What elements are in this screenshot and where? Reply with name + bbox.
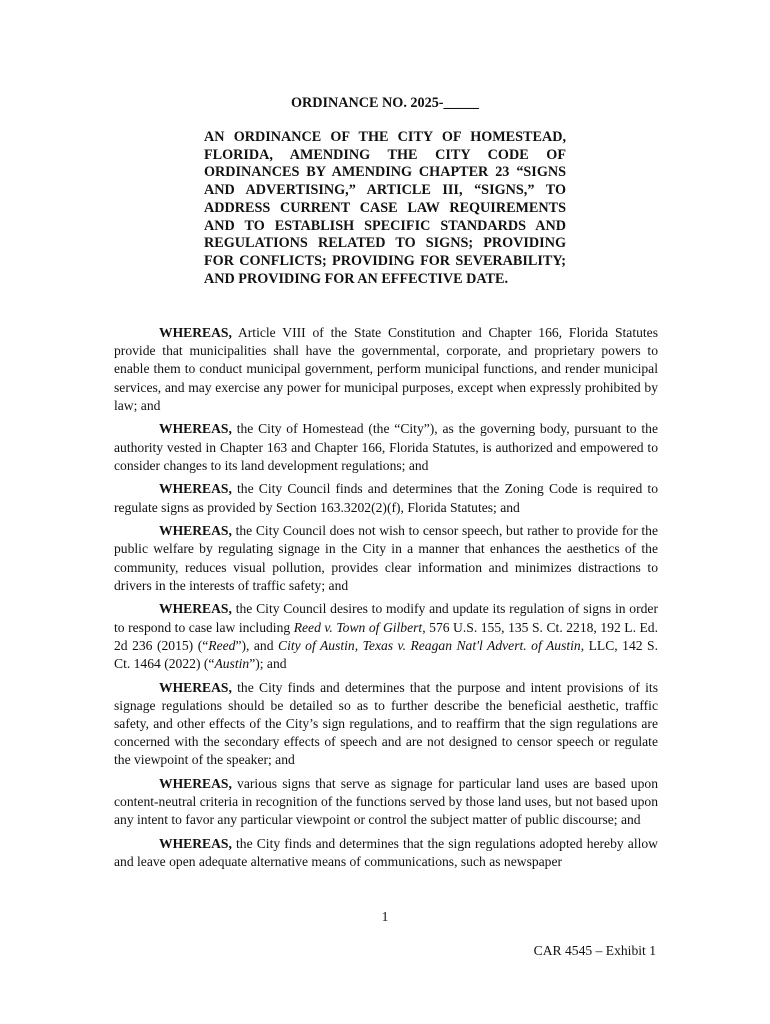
paragraph-text: the City finds and determines that the sign regulations adopted hereby allow and leave open adequate alternative means of communications, such as newspaper xyxy=(114,836,658,870)
whereas-paragraph xyxy=(114,522,658,595)
whereas-paragraph xyxy=(114,324,658,415)
whereas-lead: WHEREAS, xyxy=(159,776,232,792)
paragraph-text: various signs that serve as signage for particular land uses are based upon content-neutral criteria in recognition of the functions served by those land uses, but not based upon any intent to favor any particular viewpoint or control the subject matter of public discourse; and xyxy=(114,776,658,828)
case-citation: Reed v. Town of Gilbert xyxy=(293,619,423,635)
paragraph-text: , 576 U.S. 155, 135 S. Ct. 2218, 192 L. Ed. 2d 236 (2015) (“ xyxy=(114,619,658,653)
paragraph-text: the City of Homestead (the “City”), as the governing body, pursuant to the authority vested in Chapter 163 and Chapter 166, Florida Statutes, is authorized and empowered to consider changes to its land development regulations; and xyxy=(114,421,658,473)
whereas-paragraph xyxy=(114,835,658,871)
case-citation: City of Austin, Texas v. Reagan Nat'l Advert. of Austin xyxy=(278,637,581,653)
ordinance-summary: AN ORDINANCE OF THE CITY OF HOMESTEAD, FLORIDA, AMENDING THE CITY CODE OF ORDINANCES BY AMENDING CHAPTER 23 “SIGNS AND ADVERTISING,” ARTICLE III, “SIGNS,” TO ADDRESS CURRENT CASE LAW REQUIREMENTS AND TO ESTABLISH SPECIFIC STANDARDS AND REGULATIONS RELATED TO SIGNS; PROVIDING FOR CONFLICTS; PROVIDING FOR SEVERABILITY; AND PROVIDING FOR AN EFFECTIVE DATE. xyxy=(204,129,566,287)
whereas-lead: WHEREAS, xyxy=(159,421,232,437)
whereas-paragraph xyxy=(114,775,658,830)
whereas-paragraph xyxy=(114,480,658,516)
paragraph-text: ”); and xyxy=(249,656,287,672)
paragraph-text: ”), and xyxy=(235,637,279,653)
paragraph-text: the City finds and determines that the purpose and intent provisions of its signage regulations should be detailed so as to further describe the beneficial aesthetic, traffic safety, and other effects of the City’s sign regulations, and to reaffirm that the sign regulations are concerned with the secondary effects of speech and are not designed to censor speech or regulate the viewpoint of the speaker; and xyxy=(114,679,658,768)
ordinance-body xyxy=(114,324,658,877)
whereas-lead: WHEREAS, xyxy=(159,325,232,340)
paragraph-text: Article VIII of the State Constitution and Chapter 166, Florida Statutes provide that municipalities shall have the governmental, corporate, and proprietary powers to enable them to conduct municipal government, perform municipal functions, and render municipal services, and may exercise any power for municipal purposes, except when expressly prohibited by law; and xyxy=(114,325,658,413)
whereas-paragraph xyxy=(114,600,658,673)
whereas-lead: WHEREAS, xyxy=(159,679,232,695)
case-short-name: Austin xyxy=(214,656,250,672)
ordinance-title: ORDINANCE NO. 2025-_____ xyxy=(291,95,479,111)
whereas-lead: WHEREAS, xyxy=(159,601,232,617)
paragraph-text: the City Council does not wish to censor speech, but rather to provide for the public welfare by regulating signage in the City in a manner that enhances the aesthetics of the community, reduces visual pollution, provides clear information and minimizes distractions to drivers in the interests of traffic safety; and xyxy=(114,523,658,593)
paragraph-text: the City Council desires to modify and update its regulation of signs in order to respond to case law including xyxy=(114,601,658,635)
whereas-lead: WHEREAS, xyxy=(159,836,232,852)
paragraph-text: , LLC, 142 S. Ct. 1464 (2022) (“ xyxy=(114,637,659,672)
whereas-paragraph xyxy=(114,420,658,475)
page-number: 1 xyxy=(381,909,389,924)
case-short-name: Reed xyxy=(208,637,236,653)
whereas-lead: WHEREAS, xyxy=(159,523,232,539)
exhibit-label: CAR 4545 – Exhibit 1 xyxy=(533,943,656,958)
paragraph-text: the City Council finds and determines that the Zoning Code is required to regulate signs as provided by Section 163.3202(2)(f), Florida Statutes; and xyxy=(114,481,658,515)
whereas-paragraph xyxy=(114,679,658,770)
whereas-lead: WHEREAS, xyxy=(159,481,232,497)
